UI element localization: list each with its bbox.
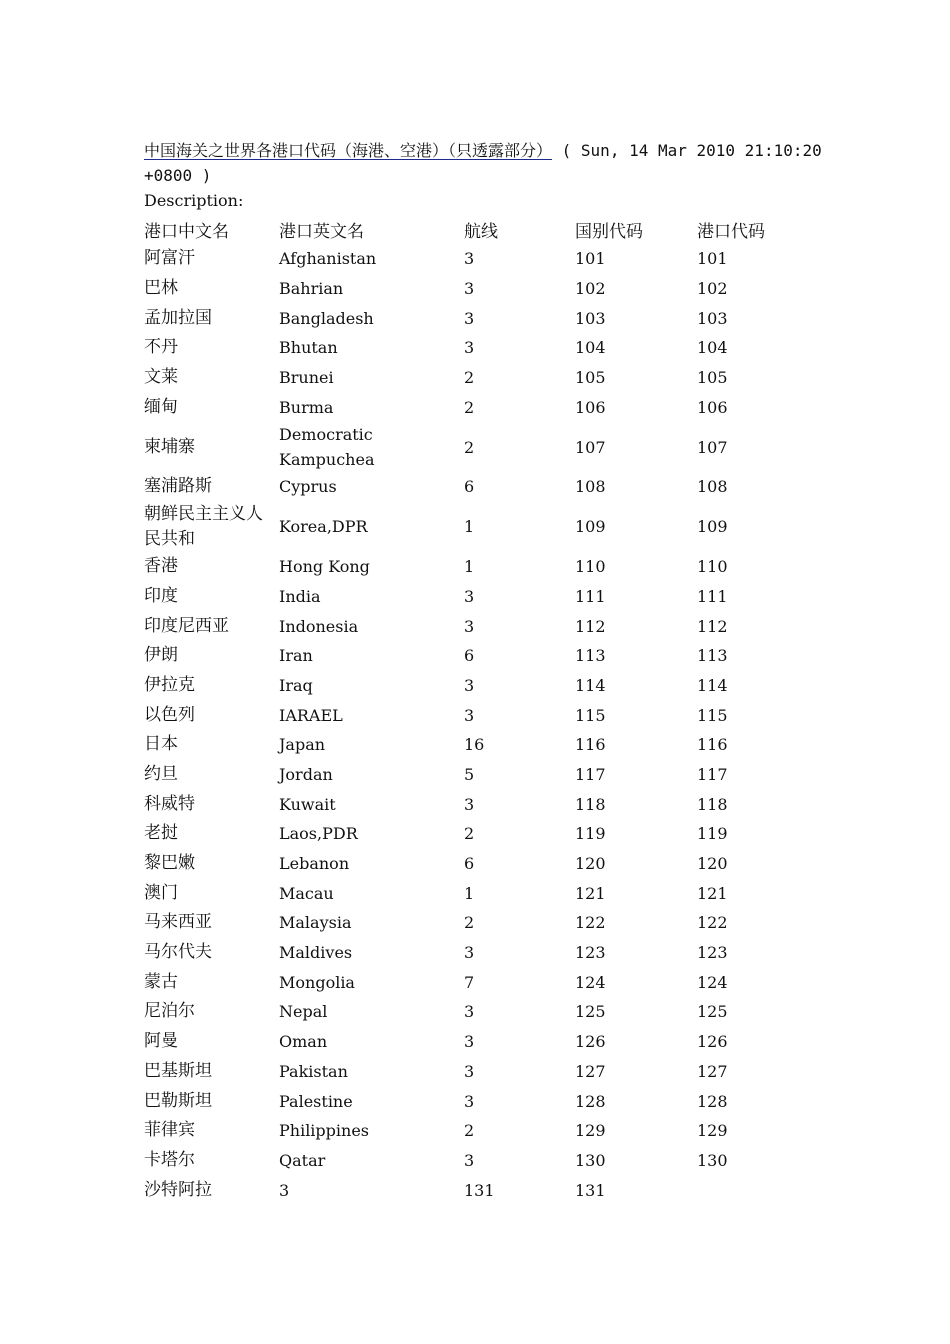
cell-port-code: 116 — [697, 735, 728, 755]
cell-route: 3 — [464, 794, 475, 814]
table-body — [144, 244, 807, 1205]
cell-route: 3 — [464, 1150, 475, 1170]
cell-country-code: 113 — [575, 646, 606, 666]
table-row — [144, 671, 807, 701]
cell-port-code: 107 — [697, 437, 728, 457]
cell-cn-name: 文莱 — [144, 367, 178, 388]
cell-en-name: Oman — [279, 1032, 328, 1052]
cell-country-code: 115 — [575, 705, 606, 725]
post-heading — [144, 138, 832, 188]
cell-en-name: Iraq — [279, 675, 313, 695]
cell-en-name: Kuwait — [279, 794, 336, 814]
cell-cn-name: 不丹 — [144, 337, 178, 358]
cell-route: 1 — [464, 883, 475, 903]
cell-port-code: 129 — [697, 1121, 728, 1141]
cell-cn-name: 巴林 — [144, 278, 178, 299]
table-row — [144, 789, 807, 819]
table-row — [144, 641, 807, 671]
cell-en-name: Nepal — [279, 1002, 328, 1022]
cell-en-name: Japan — [279, 735, 326, 755]
cell-port-code: 112 — [697, 616, 728, 636]
column-header-port-code: 港口代码 — [697, 221, 765, 242]
cell-route: 2 — [464, 368, 475, 388]
cell-port-code: 130 — [697, 1150, 728, 1170]
cell-route: 3 — [464, 249, 475, 269]
cell-port-code: 111 — [697, 586, 728, 606]
cell-country-code: 106 — [575, 397, 606, 417]
cell-route: 3 — [464, 279, 475, 299]
cell-cn-name: 缅甸 — [144, 396, 178, 417]
cell-cn-name: 巴基斯坦 — [144, 1060, 212, 1081]
cell-country-code: 107 — [575, 437, 606, 457]
cell-country-code: 114 — [575, 675, 606, 695]
cell-cn-name: 卡塔尔 — [144, 1149, 195, 1170]
cell-country-code: 112 — [575, 616, 606, 636]
table-row — [144, 760, 807, 790]
cell-port-code: 104 — [697, 338, 728, 358]
cell-en-name: Lebanon — [279, 854, 350, 874]
cell-route: 3 — [464, 1061, 475, 1081]
cell-route: 3 — [464, 705, 475, 725]
cell-route: 3 — [464, 675, 475, 695]
cell-en-name: Burma — [279, 397, 334, 417]
cell-port-code: 122 — [697, 913, 728, 933]
cell-port-code: 125 — [697, 1002, 728, 1022]
cell-cn-name: 日本 — [144, 734, 178, 755]
cell-route: 1 — [464, 557, 475, 577]
cell-country-code: 130 — [575, 1150, 606, 1170]
cell-en-name: Palestine — [279, 1091, 353, 1111]
cell-route: 131 — [464, 1180, 495, 1200]
cell-cn-name: 科威特 — [144, 793, 195, 814]
cell-port-code: 124 — [697, 972, 728, 992]
cell-country-code: 128 — [575, 1091, 606, 1111]
column-header-route: 航线 — [464, 221, 498, 242]
cell-route: 6 — [464, 646, 475, 666]
cell-route: 3 — [464, 616, 475, 636]
cell-cn-name: 以色列 — [144, 704, 195, 725]
cell-route: 2 — [464, 397, 475, 417]
table-row — [144, 502, 807, 552]
cell-route: 2 — [464, 437, 475, 457]
cell-country-code: 126 — [575, 1032, 606, 1052]
cell-route: 3 — [464, 1032, 475, 1052]
cell-country-code: 121 — [575, 883, 606, 903]
cell-cn-name: 印度 — [144, 585, 178, 606]
cell-cn-name: 阿富汗 — [144, 248, 195, 269]
cell-country-code: 122 — [575, 913, 606, 933]
cell-cn-name: 印度尼西亚 — [144, 615, 229, 636]
cell-port-code: 127 — [697, 1061, 728, 1081]
cell-country-code: 118 — [575, 794, 606, 814]
cell-cn-name: 马来西亚 — [144, 912, 212, 933]
cell-country-code: 119 — [575, 824, 606, 844]
table-row — [144, 700, 807, 730]
cell-country-code: 111 — [575, 586, 606, 606]
table-row — [144, 422, 807, 472]
cell-en-name: Bahrian — [279, 279, 344, 299]
cell-port-code: 105 — [697, 368, 728, 388]
cell-country-code: 125 — [575, 1002, 606, 1022]
cell-port-code: 115 — [697, 705, 728, 725]
table-row — [144, 1027, 807, 1057]
cell-country-code: 116 — [575, 735, 606, 755]
cell-cn-name: 伊朗 — [144, 645, 178, 666]
cell-cn-name: 伊拉克 — [144, 674, 195, 695]
cell-route: 3 — [464, 586, 475, 606]
table-row — [144, 1086, 807, 1116]
post-title-link[interactable]: 中国海关之世界各港口代码（海港、空港）（只透露部分） — [144, 141, 553, 160]
cell-port-code: 103 — [697, 308, 728, 328]
cell-port-code: 123 — [697, 943, 728, 963]
cell-route: 2 — [464, 824, 475, 844]
cell-cn-name: 朝鲜民主主义人民共和 — [144, 503, 263, 549]
cell-country-code: 129 — [575, 1121, 606, 1141]
cell-cn-name: 巴勒斯坦 — [144, 1090, 212, 1111]
table-header-row — [144, 214, 807, 244]
cell-port-code: 114 — [697, 675, 728, 695]
table-row — [144, 303, 807, 333]
cell-port-code: 109 — [697, 517, 728, 537]
cell-port-code: 120 — [697, 854, 728, 874]
table-row — [144, 967, 807, 997]
cell-port-code: 101 — [697, 249, 728, 269]
table-row — [144, 1146, 807, 1176]
cell-country-code: 127 — [575, 1061, 606, 1081]
table-row — [144, 730, 807, 760]
cell-en-name: Brunei — [279, 368, 334, 388]
table-row — [144, 333, 807, 363]
cell-cn-name: 孟加拉国 — [144, 307, 212, 328]
cell-route: 6 — [464, 854, 475, 874]
cell-en-name: Jordan — [279, 764, 333, 784]
cell-country-code: 109 — [575, 517, 606, 537]
post-timestamp: ( Sun, 14 Mar 2010 21:10:20 +0800 ) — [144, 141, 832, 185]
cell-en-name: 3 — [279, 1180, 290, 1200]
cell-port-code: 126 — [697, 1032, 728, 1052]
table-row — [144, 1057, 807, 1087]
table-row — [144, 878, 807, 908]
table-row — [144, 938, 807, 968]
table-row — [144, 1175, 807, 1205]
table-row — [144, 997, 807, 1027]
cell-route: 16 — [464, 735, 485, 755]
cell-country-code: 131 — [575, 1180, 606, 1200]
cell-en-name: Mongolia — [279, 972, 355, 992]
table-row — [144, 472, 807, 502]
cell-route: 2 — [464, 1121, 475, 1141]
cell-en-name: Afghanistan — [279, 249, 377, 269]
cell-cn-name: 柬埔寨 — [144, 436, 195, 457]
cell-port-code: 128 — [697, 1091, 728, 1111]
cell-cn-name: 香港 — [144, 556, 178, 577]
cell-port-code: 108 — [697, 477, 728, 497]
cell-country-code: 117 — [575, 764, 606, 784]
cell-route: 2 — [464, 913, 475, 933]
cell-cn-name: 黎巴嫩 — [144, 853, 195, 874]
cell-route: 3 — [464, 338, 475, 358]
cell-port-code: 117 — [697, 764, 728, 784]
cell-en-name: Indonesia — [279, 616, 359, 636]
cell-route: 5 — [464, 764, 475, 784]
column-header-en-name: 港口英文名 — [279, 221, 364, 242]
cell-country-code: 123 — [575, 943, 606, 963]
cell-cn-name: 老挝 — [144, 823, 178, 844]
cell-port-code — [697, 1175, 807, 1205]
cell-en-name: Iran — [279, 646, 313, 666]
cell-en-name: Philippines — [279, 1121, 370, 1141]
port-code-table — [144, 214, 807, 1205]
table-row — [144, 582, 807, 612]
cell-route: 3 — [464, 1091, 475, 1111]
table-row — [144, 392, 807, 422]
cell-country-code: 103 — [575, 308, 606, 328]
cell-country-code: 104 — [575, 338, 606, 358]
cell-en-name: Malaysia — [279, 913, 352, 933]
cell-port-code: 106 — [697, 397, 728, 417]
cell-route: 1 — [464, 517, 475, 537]
cell-route: 3 — [464, 1002, 475, 1022]
column-header-cn-name: 港口中文名 — [144, 221, 229, 242]
cell-country-code: 105 — [575, 368, 606, 388]
table-row — [144, 849, 807, 879]
cell-en-name: Pakistan — [279, 1061, 348, 1081]
table-row — [144, 611, 807, 641]
cell-en-name: IARAEL — [279, 705, 343, 725]
table-row — [144, 1116, 807, 1146]
cell-en-name: Democratic Kampuchea — [279, 425, 375, 470]
cell-country-code: 120 — [575, 854, 606, 874]
cell-port-code: 113 — [697, 646, 728, 666]
cell-en-name: Qatar — [279, 1150, 326, 1170]
cell-port-code: 102 — [697, 279, 728, 299]
description-label: Description: — [144, 191, 244, 210]
cell-country-code: 101 — [575, 249, 606, 269]
table-row — [144, 908, 807, 938]
cell-en-name: Maldives — [279, 943, 353, 963]
cell-en-name: Bangladesh — [279, 308, 374, 328]
cell-route: 6 — [464, 477, 475, 497]
cell-route: 3 — [464, 943, 475, 963]
cell-cn-name: 蒙古 — [144, 971, 178, 992]
table-row — [144, 274, 807, 304]
cell-port-code: 118 — [697, 794, 728, 814]
cell-cn-name: 沙特阿拉 — [144, 1179, 212, 1200]
cell-en-name: India — [279, 586, 321, 606]
cell-route: 7 — [464, 972, 475, 992]
cell-cn-name: 阿曼 — [144, 1031, 178, 1052]
cell-en-name: Laos,PDR — [279, 824, 358, 844]
cell-country-code: 110 — [575, 557, 606, 577]
cell-en-name: Cyprus — [279, 477, 337, 497]
cell-port-code: 121 — [697, 883, 728, 903]
table-row — [144, 244, 807, 274]
table-row — [144, 819, 807, 849]
table-row — [144, 363, 807, 393]
cell-country-code: 102 — [575, 279, 606, 299]
cell-port-code: 119 — [697, 824, 728, 844]
cell-en-name: Korea,DPR — [279, 517, 368, 537]
cell-en-name: Bhutan — [279, 338, 338, 358]
column-header-country-code: 国别代码 — [575, 221, 643, 242]
cell-port-code: 110 — [697, 557, 728, 577]
table-row — [144, 552, 807, 582]
cell-country-code: 108 — [575, 477, 606, 497]
cell-en-name: Hong Kong — [279, 557, 370, 577]
cell-cn-name: 尼泊尔 — [144, 1001, 195, 1022]
cell-cn-name: 塞浦路斯 — [144, 476, 212, 497]
cell-country-code: 124 — [575, 972, 606, 992]
cell-cn-name: 菲律宾 — [144, 1120, 195, 1141]
cell-route: 3 — [464, 308, 475, 328]
cell-en-name: Macau — [279, 883, 334, 903]
cell-cn-name: 澳门 — [144, 882, 178, 903]
cell-cn-name: 约旦 — [144, 763, 178, 784]
cell-cn-name: 马尔代夫 — [144, 942, 212, 963]
